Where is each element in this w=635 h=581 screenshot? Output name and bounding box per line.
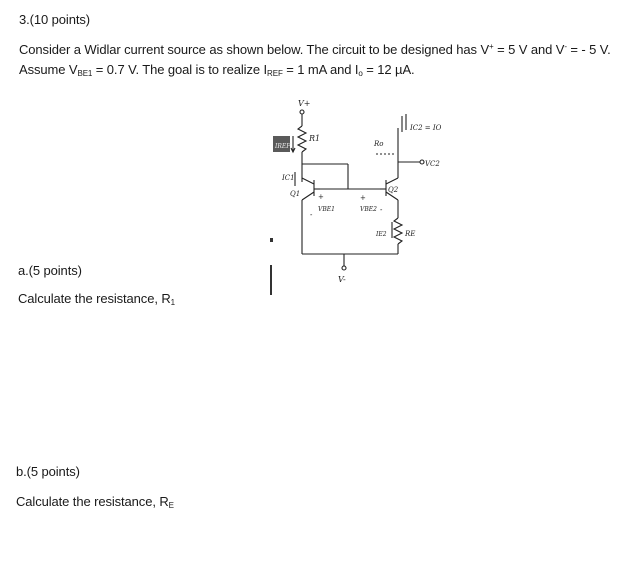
- statement-text: = 0.7 V. The goal is to realize I: [92, 62, 268, 77]
- v-minus-label: V-: [338, 275, 346, 284]
- vbe2-minus: -: [380, 206, 383, 214]
- v-minus-terminal: [342, 266, 346, 270]
- r1-subscript: 1: [170, 298, 176, 307]
- ie2-label: IE2: [376, 231, 387, 238]
- statement-text: Assume V: [19, 62, 78, 77]
- iref-subscript: REF: [267, 69, 283, 78]
- question-header: 3.(10 points): [19, 12, 90, 27]
- vbe2-label: VBE2: [360, 206, 377, 213]
- r1-label: R1: [309, 134, 321, 143]
- statement-text: = 12 µA.: [362, 62, 415, 77]
- vbe1-minus: -: [310, 211, 313, 219]
- question-statement-line2: [19, 62, 415, 78]
- io-subscript: o: [358, 69, 363, 78]
- re-resistor: [394, 218, 402, 244]
- statement-text: Consider a Widlar current source as shown below. The circuit to be designed has V: [19, 42, 490, 57]
- vbe1-subscript: BE1: [77, 69, 93, 78]
- ro-label: Ro: [374, 140, 384, 148]
- v-minus-superscript: -: [564, 42, 567, 51]
- statement-text: = 5 V and V: [493, 42, 565, 57]
- part-b-question: [16, 494, 174, 510]
- iref-label: IREF: [275, 143, 291, 150]
- part-a-text: Calculate the resistance, R: [18, 291, 171, 306]
- part-b-text: Calculate the resistance, R: [16, 494, 169, 509]
- vc2-terminal: [420, 160, 424, 164]
- q2-collector: [386, 178, 398, 184]
- scan-mark-dot: [270, 238, 273, 242]
- re-label: RE: [405, 230, 416, 238]
- ic2-io-label: IC2 = IO: [410, 124, 442, 132]
- r1-resistor: [298, 126, 306, 152]
- q1-label: Q1: [290, 190, 301, 198]
- q2-label: Q2: [388, 186, 399, 194]
- q1-emitter: [302, 192, 314, 200]
- q1-collector: [302, 178, 314, 184]
- widlar-circuit-diagram: [262, 92, 452, 292]
- part-b-header: b.(5 points): [16, 464, 80, 479]
- question-statement-line1: [19, 42, 611, 57]
- vc2-label: VC2: [425, 160, 440, 168]
- statement-text: = - 5 V.: [566, 42, 611, 57]
- v-plus-terminal: [300, 110, 304, 114]
- vbe2-plus: +: [360, 194, 366, 202]
- vbe1-plus: +: [318, 193, 324, 201]
- vbe1-label: VBE1: [318, 206, 335, 213]
- part-a-question: [18, 291, 175, 307]
- ic1-label: IC1: [282, 174, 295, 182]
- v-plus-superscript: +: [489, 42, 494, 51]
- re-subscript: E: [168, 501, 174, 510]
- statement-text: = 1 mA and I: [282, 62, 359, 77]
- v-plus-label: V+: [298, 99, 311, 108]
- part-a-header: a.(5 points): [18, 263, 82, 278]
- scan-mark-line: [270, 265, 272, 295]
